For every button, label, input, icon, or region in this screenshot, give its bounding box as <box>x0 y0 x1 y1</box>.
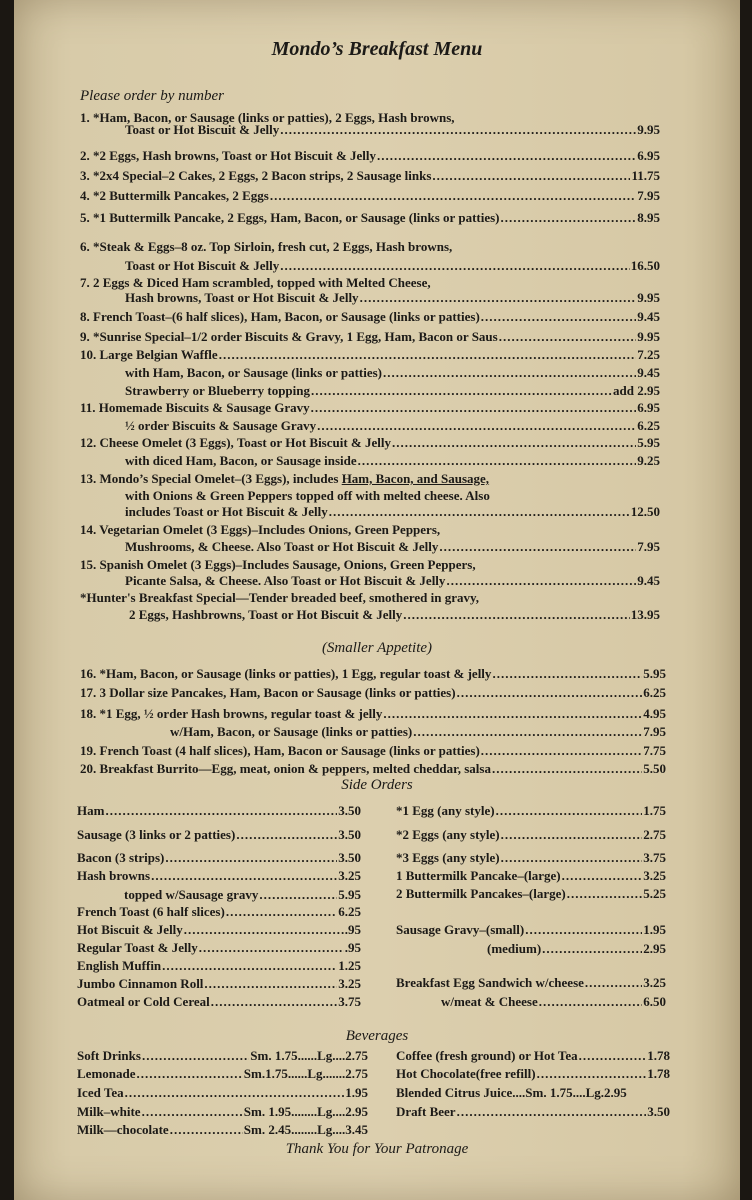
dot-leader <box>360 290 637 306</box>
item-name: Hot Chocolate(free refill) <box>396 1066 536 1081</box>
item-name: Ham <box>77 803 105 818</box>
dot-leader <box>125 1085 345 1101</box>
item-price: 13.95 <box>630 607 660 622</box>
item-name: Oatmeal or Cold Cereal <box>77 994 210 1009</box>
item-name: Lemonade <box>77 1066 136 1081</box>
item-price: 11.75 <box>631 168 660 183</box>
menu-line <box>80 522 440 538</box>
dot-leader <box>539 994 643 1010</box>
menu-line <box>77 850 361 866</box>
item-price: Sm.1.75......Lg.......2.75 <box>243 1066 368 1081</box>
menu-line <box>129 607 660 623</box>
menu-line <box>170 724 666 740</box>
item-price: 3.50 <box>338 803 361 818</box>
menu-line <box>396 850 666 866</box>
item-price: 8.95 <box>637 210 660 225</box>
menu-line <box>80 557 476 573</box>
dot-leader <box>496 803 643 819</box>
item-name: Picante Salsa, & Cheese. Also Toast or Hot Biscuit & Jelly <box>125 573 446 588</box>
menu-line <box>77 922 361 938</box>
item-price: 3.50 <box>338 827 361 842</box>
menu-line <box>80 275 431 291</box>
menu-line <box>396 922 666 938</box>
dot-leader <box>492 666 642 682</box>
item-name: Iced Tea <box>77 1085 124 1100</box>
menu-line <box>77 958 361 974</box>
item-name: 19. French Toast (4 half slices), Ham, Bacon or Sausage (links or patties) <box>80 743 480 758</box>
menu-line <box>125 365 660 381</box>
menu-line <box>125 573 660 589</box>
item-name: 2 Buttermilk Pancakes–(large) <box>396 886 566 901</box>
dot-leader <box>280 122 636 138</box>
dot-leader <box>162 958 337 974</box>
dot-leader <box>199 940 344 956</box>
item-name: 2 Eggs, Hashbrowns, Toast or Hot Biscuit & Jelly <box>129 607 403 622</box>
menu-line <box>77 868 361 884</box>
dot-leader <box>137 1066 243 1082</box>
dot-leader <box>280 258 630 274</box>
item-price: 3.25 <box>643 868 666 883</box>
dot-leader <box>204 976 337 992</box>
menu-line <box>77 827 361 843</box>
item-highlight: Ham, Bacon, and Sausage, <box>341 471 490 486</box>
item-name: Milk—chocolate <box>77 1122 169 1137</box>
dot-leader <box>501 210 637 226</box>
item-name: Blended Citrus Juice....Sm. 1.75....Lg.2.95 <box>396 1085 627 1100</box>
dot-leader <box>585 975 642 991</box>
dot-leader <box>270 188 636 204</box>
dot-leader <box>211 994 338 1010</box>
item-name: 1 Buttermilk Pancake–(large) <box>396 868 561 883</box>
item-price: 6.25 <box>643 685 666 700</box>
item-price: 6.50 <box>643 994 666 1009</box>
dot-leader <box>481 309 636 325</box>
smaller-appetite-heading: (Smaller Appetite) <box>321 640 433 656</box>
dot-leader <box>501 850 643 866</box>
menu-line <box>80 743 666 759</box>
item-price: 1.78 <box>647 1048 670 1063</box>
dot-leader <box>165 850 337 866</box>
dot-leader <box>329 504 630 520</box>
dot-leader <box>499 329 637 345</box>
menu-line <box>77 1085 368 1101</box>
menu-line <box>125 504 660 520</box>
menu-line <box>80 168 660 184</box>
item-name: Milk–white <box>77 1104 141 1119</box>
dot-leader <box>432 168 630 184</box>
item-price: 7.75 <box>643 743 666 758</box>
menu-line <box>80 148 660 164</box>
dot-leader <box>377 148 636 164</box>
item-name: *Hunter's Breakfast Special—Tender breaded beef, smothered in gravy, <box>80 590 480 605</box>
item-price: 9.45 <box>637 573 660 588</box>
item-name: 3. *2x4 Special–2 Cakes, 2 Eggs, 2 Bacon strips, 2 Sausage links <box>80 168 432 183</box>
item-name: Mushrooms, & Cheese. Also Toast or Hot Biscuit & Jelly <box>125 539 439 554</box>
menu-line <box>80 347 660 363</box>
item-price: 16.50 <box>630 258 660 273</box>
item-price: 9.95 <box>637 122 660 137</box>
item-price: add 2.95 <box>613 383 660 398</box>
item-price: .95 <box>344 940 361 955</box>
menu-line <box>125 488 490 504</box>
item-name: includes Toast or Hot Biscuit & Jelly <box>125 504 328 519</box>
item-price: 3.50 <box>647 1104 670 1119</box>
item-name: Jumbo Cinnamon Roll <box>77 976 204 991</box>
dot-leader <box>142 1048 249 1064</box>
menu-line <box>396 1085 627 1101</box>
menu-line <box>125 258 660 274</box>
dot-leader <box>403 607 629 623</box>
item-name: with Ham, Bacon, or Sausage (links or patties) <box>125 365 383 380</box>
item-name: Coffee (fresh ground) or Hot Tea <box>396 1048 578 1063</box>
item-name: w/meat & Cheese <box>441 994 538 1009</box>
item-price: 6.95 <box>637 148 660 163</box>
item-price: 1.95 <box>643 922 666 937</box>
dot-leader <box>501 827 643 843</box>
item-name: (medium) <box>487 941 542 956</box>
side-orders-heading: Side Orders <box>341 777 413 793</box>
item-name: 5. *1 Buttermilk Pancake, 2 Eggs, Ham, Bacon, or Sausage (links or patties) <box>80 210 500 225</box>
dot-leader <box>151 868 337 884</box>
item-price: 9.45 <box>637 309 660 324</box>
dot-leader <box>579 1048 647 1064</box>
item-price: 5.95 <box>338 887 361 902</box>
menu-line <box>396 975 666 991</box>
item-name: Draft Beer <box>396 1104 456 1119</box>
thank-you-note: Thank You for Your Patronage <box>285 1141 469 1157</box>
menu-line <box>80 188 660 204</box>
menu-line <box>80 706 666 722</box>
item-name: Sausage Gravy–(small) <box>396 922 525 937</box>
dot-leader <box>311 400 637 416</box>
item-name: topped w/Sausage gravy <box>124 887 259 902</box>
dot-leader <box>236 827 337 843</box>
menu-title: Mondo’s Breakfast Menu <box>271 38 483 60</box>
item-name: 11. Homemade Biscuits & Sausage Gravy <box>80 400 310 415</box>
item-price: 1.75 <box>643 803 666 818</box>
item-price: 12.50 <box>630 504 660 519</box>
item-price: 5.25 <box>643 886 666 901</box>
menu-line <box>396 1104 670 1120</box>
item-name: 16. *Ham, Bacon, or Sausage (links or patties), 1 Egg, regular toast & jelly <box>80 666 492 681</box>
dot-leader <box>219 347 637 363</box>
dot-leader <box>492 761 642 777</box>
menu-page <box>14 0 740 1200</box>
dot-leader <box>226 904 337 920</box>
item-name: 15. Spanish Omelet (3 Eggs)–Includes Sausage, Onions, Green Peppers, <box>80 557 476 572</box>
menu-line <box>125 383 660 399</box>
item-price: 2.75 <box>643 827 666 842</box>
item-name: 10. Large Belgian Waffle <box>80 347 218 362</box>
item-name: 9. *Sunrise Special–1/2 order Biscuits & Gravy, 1 Egg, Ham, Bacon or Saus <box>80 329 498 344</box>
menu-line <box>77 994 361 1010</box>
dot-leader <box>392 435 636 451</box>
item-name: English Muffin <box>77 958 162 973</box>
item-name: Sausage (3 links or 2 patties) <box>77 827 236 842</box>
item-name: Toast or Hot Biscuit & Jelly <box>125 258 280 273</box>
dot-leader <box>439 539 636 555</box>
menu-line <box>80 761 666 777</box>
item-name: ½ order Biscuits & Sausage Gravy <box>125 418 317 433</box>
menu-line <box>80 471 489 487</box>
item-price: 9.95 <box>637 329 660 344</box>
menu-line <box>396 803 666 819</box>
menu-line <box>125 539 660 555</box>
dot-leader <box>311 383 612 399</box>
dot-leader <box>105 803 337 819</box>
item-name: 4. *2 Buttermilk Pancakes, 2 Eggs <box>80 188 269 203</box>
menu-line <box>125 122 660 138</box>
item-price: 7.95 <box>643 724 666 739</box>
item-price: 9.95 <box>637 290 660 305</box>
item-price: 5.50 <box>643 761 666 776</box>
menu-line <box>80 435 660 451</box>
item-name: Strawberry or Blueberry topping <box>125 383 310 398</box>
item-price: 6.25 <box>338 904 361 919</box>
item-name: 13. Mondo’s Special Omelet–(3 Eggs), includes <box>80 471 342 486</box>
dot-leader <box>317 418 636 434</box>
dot-leader <box>413 724 642 740</box>
item-name: 1. *Ham, Bacon, or Sausage (links or patties), 2 Eggs, Hash browns, <box>80 110 455 125</box>
dot-leader <box>567 886 643 902</box>
item-price: 1.78 <box>647 1066 670 1081</box>
item-name: 12. Cheese Omelet (3 Eggs), Toast or Hot Biscuit & Jelly <box>80 435 392 450</box>
menu-line <box>396 827 666 843</box>
dot-leader <box>457 685 643 701</box>
menu-line <box>77 1104 368 1120</box>
menu-line <box>396 868 666 884</box>
item-price: 7.95 <box>637 539 660 554</box>
item-price: 5.95 <box>637 435 660 450</box>
menu-line <box>77 1048 368 1064</box>
dot-leader <box>542 941 642 957</box>
menu-line <box>80 400 660 416</box>
item-name: 7. 2 Eggs & Diced Ham scrambled, topped with Melted Cheese, <box>80 275 431 290</box>
dot-leader <box>525 922 642 938</box>
item-name: w/Ham, Bacon, or Sausage (links or patties) <box>170 724 413 739</box>
item-name: Hot Biscuit & Jelly <box>77 922 183 937</box>
dot-leader <box>358 453 637 469</box>
item-price: .95 <box>344 922 361 937</box>
menu-line <box>80 685 666 701</box>
item-price: 1.25 <box>338 958 361 973</box>
item-price: Sm. 2.45........Lg....3.45 <box>243 1122 368 1137</box>
menu-line <box>396 1048 670 1064</box>
item-name: Regular Toast & Jelly <box>77 940 198 955</box>
item-name: Bacon (3 strips) <box>77 850 165 865</box>
dot-leader <box>383 365 636 381</box>
menu-line <box>80 309 660 325</box>
dot-leader <box>457 1104 647 1120</box>
item-name: 20. Breakfast Burrito—Egg, meat, onion & peppers, melted cheddar, salsa <box>80 761 491 776</box>
menu-line <box>77 940 361 956</box>
menu-line <box>77 904 361 920</box>
item-name: Soft Drinks <box>77 1048 141 1063</box>
menu-line <box>80 329 660 345</box>
item-name: with diced Ham, Bacon, or Sausage inside <box>125 453 357 468</box>
menu-line <box>77 1122 368 1138</box>
item-price: 7.25 <box>637 347 660 362</box>
beverages-heading: Beverages <box>345 1028 409 1044</box>
item-name: *2 Eggs (any style) <box>396 827 500 842</box>
menu-line <box>80 210 660 226</box>
item-name: 2. *2 Eggs, Hash browns, Toast or Hot Biscuit & Jelly <box>80 148 377 163</box>
item-price: 4.95 <box>643 706 666 721</box>
order-note: Please order by number <box>80 88 224 104</box>
menu-line <box>125 290 660 306</box>
item-price: 3.25 <box>643 975 666 990</box>
dot-leader <box>562 868 643 884</box>
item-price: 6.25 <box>637 418 660 433</box>
menu-line <box>125 453 660 469</box>
item-name: Hash browns, Toast or Hot Biscuit & Jelly <box>125 290 359 305</box>
dot-leader <box>170 1122 243 1138</box>
item-price: Sm. 1.75......Lg....2.75 <box>250 1048 368 1063</box>
menu-line <box>487 941 666 957</box>
item-name: Toast or Hot Biscuit & Jelly <box>125 122 280 137</box>
menu-line <box>396 886 666 902</box>
item-price: 3.75 <box>643 850 666 865</box>
item-name: 8. French Toast–(6 half slices), Ham, Bacon, or Sausage (links or patties) <box>80 309 480 324</box>
dot-leader <box>259 887 337 903</box>
menu-line <box>77 1066 368 1082</box>
dot-leader <box>537 1066 647 1082</box>
menu-line <box>77 803 361 819</box>
dot-leader <box>481 743 642 759</box>
menu-line <box>124 887 361 903</box>
menu-line <box>441 994 666 1010</box>
item-price: 3.50 <box>338 850 361 865</box>
menu-line <box>125 418 660 434</box>
item-price: 3.75 <box>338 994 361 1009</box>
item-name: 17. 3 Dollar size Pancakes, Ham, Bacon or Sausage (links or patties) <box>80 685 456 700</box>
item-price: 6.95 <box>637 400 660 415</box>
menu-line <box>80 666 666 682</box>
item-price: 3.25 <box>338 976 361 991</box>
item-price: Sm. 1.95........Lg....2.95 <box>243 1104 368 1119</box>
item-price: 9.45 <box>637 365 660 380</box>
item-price: 5.95 <box>643 666 666 681</box>
dot-leader <box>446 573 636 589</box>
menu-line <box>80 590 479 606</box>
item-name: French Toast (6 half slices) <box>77 904 225 919</box>
item-price: 2.95 <box>643 941 666 956</box>
menu-line <box>396 1066 670 1082</box>
item-name: Breakfast Egg Sandwich w/cheese <box>396 975 584 990</box>
item-price: 9.25 <box>637 453 660 468</box>
item-name: *1 Egg (any style) <box>396 803 495 818</box>
menu-line <box>77 976 361 992</box>
item-name: Hash browns <box>77 868 151 883</box>
item-price: 7.95 <box>637 188 660 203</box>
item-price: 3.25 <box>338 868 361 883</box>
item-price: 1.95 <box>345 1085 368 1100</box>
item-name: *3 Eggs (any style) <box>396 850 500 865</box>
item-name: 6. *Steak & Eggs–8 oz. Top Sirloin, fresh cut, 2 Eggs, Hash browns, <box>80 239 453 254</box>
item-name: with Onions & Green Peppers topped off with melted cheese. Also <box>125 488 490 503</box>
item-name: 14. Vegetarian Omelet (3 Eggs)–Includes Onions, Green Peppers, <box>80 522 441 537</box>
item-name: 18. *1 Egg, ½ order Hash browns, regular toast & jelly <box>80 706 383 721</box>
dot-leader <box>184 922 344 938</box>
dot-leader <box>142 1104 243 1120</box>
menu-line <box>80 239 452 255</box>
dot-leader <box>383 706 642 722</box>
